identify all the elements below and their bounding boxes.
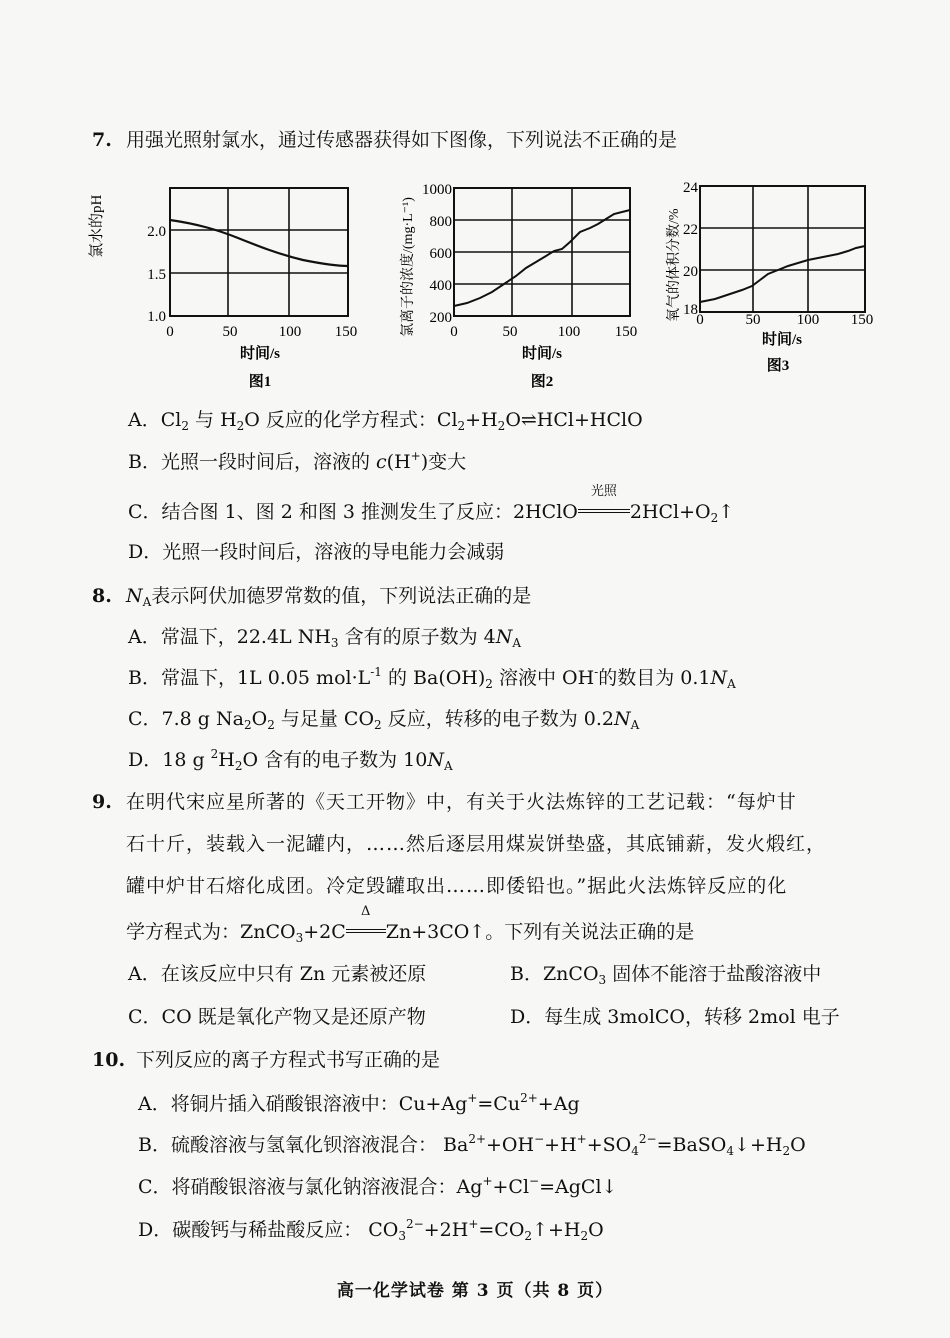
- option-text: H: [218, 749, 235, 771]
- fig3-ytick: 20: [683, 264, 698, 280]
- option-text: +Cl: [492, 1176, 530, 1198]
- option-label: C．: [128, 501, 162, 523]
- stem-text: +2C: [303, 921, 346, 943]
- subscript: 2: [710, 511, 719, 525]
- q9-line4: [126, 904, 695, 945]
- figure-2: [392, 172, 642, 398]
- fig3-xtick: 50: [745, 312, 761, 328]
- fig3-xtick: 0: [696, 312, 704, 328]
- fig1-ytick: 1.0: [147, 309, 166, 325]
- superscript: 2−: [638, 1132, 657, 1146]
- q7-option-b: [128, 450, 466, 474]
- fig2-ytick: 800: [429, 214, 452, 230]
- option-label: A．: [128, 626, 161, 648]
- subscript: A: [443, 759, 453, 773]
- q7-number: 7.: [92, 129, 112, 151]
- italic-symbol: N: [126, 585, 143, 607]
- reaction-condition: [578, 484, 630, 524]
- option-text: 7.8 g Na: [161, 708, 244, 730]
- fig2-ytick: 600: [429, 246, 452, 262]
- subscript: 3: [598, 973, 607, 987]
- fig3-xtick: 150: [850, 312, 874, 328]
- subscript: 2: [267, 718, 275, 732]
- option-text: =AgCl↓: [539, 1176, 618, 1198]
- q10-option-d: [138, 1218, 604, 1242]
- subscript: 2: [580, 1229, 589, 1243]
- option-text: O: [790, 1134, 806, 1156]
- italic-symbol: N: [427, 749, 444, 771]
- fig2-chart: [392, 172, 642, 394]
- subscript: 2: [181, 419, 189, 433]
- fig1-ytick: 1.5: [147, 267, 166, 283]
- fig3-ytick: 22: [683, 222, 698, 238]
- option-text: 在该反应中只有 Zn 元素被还原: [160, 963, 427, 985]
- option-text: 固体不能溶于盐酸溶液中: [606, 963, 822, 985]
- option-text: +OH: [486, 1134, 535, 1156]
- q8-option-b: [128, 666, 736, 690]
- option-text: +2H: [423, 1219, 469, 1241]
- superscript: −: [534, 1132, 545, 1146]
- fig1-chart: [89, 178, 368, 393]
- option-text: ↑+H: [532, 1219, 581, 1241]
- q10-option-a: [138, 1092, 580, 1116]
- option-text: 将硝酸银溶液与氯化钠溶液混合：Ag: [171, 1176, 483, 1198]
- q8-number: 8.: [92, 585, 112, 607]
- italic-symbol: c: [376, 451, 387, 473]
- option-text: +SO: [586, 1134, 632, 1156]
- fig2-caption: 图2: [530, 374, 554, 390]
- option-text: 的数目为 0.1: [598, 667, 711, 689]
- q10-stem: 下列反应的离子方程式书写正确的是: [136, 1049, 441, 1071]
- option-text: 光照一段时间后，溶液的: [160, 451, 377, 473]
- option-text: ZnCO: [542, 963, 599, 985]
- q10-option-c: [138, 1175, 617, 1199]
- fig1-xtick: 100: [278, 324, 302, 340]
- q8-option-c: [128, 707, 639, 731]
- fig2-ytick: 400: [429, 278, 452, 294]
- superscript: +: [410, 449, 421, 463]
- fig2-ytick: 1000: [422, 182, 452, 198]
- option-text: 的 Ba(OH): [381, 667, 486, 689]
- q7-option-c: [128, 484, 735, 525]
- subscript: 2: [524, 1229, 533, 1243]
- option-text: 含有的原子数为 4: [338, 626, 496, 648]
- subscript: 2: [782, 1144, 791, 1158]
- option-text: +Ag: [537, 1093, 580, 1115]
- superscript: +: [482, 1174, 493, 1188]
- fig1-xtick: 50: [222, 324, 238, 340]
- fig2-ylabel: 氯离子的浓度/(mg·L⁻¹): [401, 197, 416, 337]
- superscript: 2−: [406, 1217, 424, 1231]
- option-label: B．: [128, 667, 161, 689]
- subscript: 3: [398, 1229, 407, 1243]
- fig2-ytick: 200: [429, 310, 452, 326]
- option-label: A．: [128, 409, 161, 431]
- option-text: (H: [386, 451, 411, 473]
- page-footer: 高一化学试卷 第 3 页（共 8 页）: [336, 1281, 614, 1301]
- subscript: A: [512, 636, 521, 650]
- option-label: C．: [128, 1006, 162, 1028]
- option-text: 光照一段时间后，溶液的导电能力会减弱: [162, 541, 505, 563]
- q8-option-a: [128, 625, 521, 649]
- subscript: 4: [631, 1144, 639, 1158]
- superscript: +: [576, 1132, 587, 1146]
- option-label: B．: [128, 451, 161, 473]
- fig3-ylabel: 氧气的体积分数/%: [667, 208, 682, 322]
- fig3-ytick: 24: [683, 180, 698, 196]
- q9-option-a: [128, 962, 426, 986]
- option-label: C．: [128, 708, 162, 730]
- stem-text: 表示阿伏加德罗常数的值，下列说法正确的是: [151, 585, 532, 607]
- option-text: CO 既是氧化产物又是还原产物: [161, 1006, 426, 1028]
- subscript: A: [142, 595, 152, 609]
- option-text: 与 H: [189, 409, 237, 431]
- q7-option-a: [128, 408, 643, 432]
- subscript: 2: [236, 419, 245, 433]
- fig2-xtick: 50: [502, 324, 518, 340]
- q10-number: 10.: [92, 1049, 126, 1071]
- fig3-chart: [660, 172, 890, 377]
- superscript: +: [468, 1217, 479, 1231]
- superscript: 2+: [520, 1091, 538, 1105]
- q7-option-d: [128, 540, 504, 564]
- fig1-xlabel: 时间/s: [239, 346, 281, 362]
- fig2-xtick: 150: [614, 324, 638, 340]
- fig1-ylabel: 氯水的pH: [89, 194, 105, 258]
- option-text: =BaSO: [656, 1134, 727, 1156]
- option-text: 结合图 1、图 2 和图 3 推测发生了反应：2HClO: [161, 501, 578, 523]
- subscript: 2: [485, 677, 493, 691]
- option-text: O: [588, 1219, 604, 1241]
- fig3-caption: 图3: [766, 358, 790, 374]
- italic-symbol: N: [495, 626, 513, 648]
- fig3-xtick: 100: [796, 312, 820, 328]
- option-text: 反应，转移的电子数为 0.2: [381, 708, 614, 730]
- fig1-caption: 图1: [248, 374, 272, 390]
- stem-text: 学方程式为：ZnCO: [126, 921, 296, 943]
- q9-line2: 石十斤，装载入一泥罐内，……然后逐层用煤炭饼垫盛，其底铺薪，发火煅红，: [126, 833, 827, 855]
- option-text: 常温下，22.4L NH: [160, 626, 331, 648]
- fig3-xlabel: 时间/s: [761, 332, 803, 348]
- q9-option-d: [510, 1005, 840, 1029]
- superscript: 2: [210, 747, 219, 761]
- option-text: 将铜片插入硝酸银溶液中：Cu+Ag: [170, 1093, 468, 1115]
- fig1-line: [170, 220, 348, 266]
- reaction-condition: [346, 904, 386, 944]
- option-text: 常温下，1L 0.05 mol·L: [160, 667, 371, 689]
- option-text: ↓+H: [734, 1134, 783, 1156]
- option-text: O 反应的化学方程式：Cl: [244, 409, 458, 431]
- q9-line3: 罐中炉甘石熔化成团。冷定毁罐取出……即倭铅也。”据此火法炼锌反应的化: [126, 875, 788, 897]
- subscript: 2: [457, 419, 466, 433]
- option-text: O: [251, 708, 268, 730]
- q9-option-c: [128, 1005, 426, 1029]
- fig2-xtick: 100: [557, 324, 581, 340]
- option-text: 18 g: [162, 749, 211, 771]
- superscript: +: [467, 1091, 478, 1105]
- option-text: 碳酸钙与稀盐酸反应： CO: [172, 1219, 399, 1241]
- option-label: A．: [128, 963, 161, 985]
- fig2-xlabel: 时间/s: [521, 346, 563, 362]
- option-text: 与足量 CO: [274, 708, 375, 730]
- subscript: 2: [497, 419, 506, 433]
- subscript: 3: [330, 636, 339, 650]
- option-text: )变大: [420, 451, 467, 473]
- option-text: Cl: [160, 409, 182, 431]
- fig1-xtick: 0: [166, 324, 174, 340]
- option-text: +H: [465, 409, 498, 431]
- option-text: +H: [544, 1134, 577, 1156]
- option-label: B．: [510, 963, 543, 985]
- option-text: 每生成 3molCO，转移 2mol 电子: [544, 1006, 840, 1028]
- option-text: 溶液中 OH: [492, 667, 595, 689]
- q8-stem: [126, 584, 531, 608]
- fig2-xtick: 0: [450, 324, 458, 340]
- option-text: O⇌HCl+HClO: [505, 409, 643, 431]
- option-text: =CO: [478, 1219, 525, 1241]
- q9-option-b: [510, 962, 821, 986]
- option-text: ↑: [718, 501, 735, 523]
- figure-3: [660, 172, 890, 381]
- fig1-ytick: 2.0: [147, 224, 166, 240]
- superscript: -: [594, 665, 599, 679]
- subscript: A: [727, 677, 736, 691]
- italic-symbol: N: [710, 667, 728, 689]
- subscript: 3: [295, 931, 304, 945]
- q9-line1: 在明代宋应星所著的《天工开物》中，有关于火法炼锌的工艺记载：“每炉甘: [126, 791, 797, 813]
- option-label: B．: [138, 1134, 171, 1156]
- superscript: -1: [370, 665, 382, 679]
- option-label: A．: [138, 1093, 171, 1115]
- fig1-xtick: 150: [334, 324, 358, 340]
- fig2-line: [454, 210, 630, 306]
- option-text: =Cu: [477, 1093, 521, 1115]
- option-label: D．: [128, 749, 163, 771]
- condition-text: Δ: [361, 904, 371, 919]
- fig3-ytick: 18: [683, 302, 698, 318]
- superscript: −: [529, 1174, 540, 1188]
- subscript: 2: [374, 718, 382, 732]
- superscript: 2+: [468, 1132, 487, 1146]
- option-label: C．: [138, 1176, 172, 1198]
- subscript: 2: [243, 718, 252, 732]
- italic-symbol: N: [613, 708, 631, 730]
- figure-1: [89, 178, 368, 397]
- condition-text: 光照: [590, 484, 617, 499]
- option-text: O 含有的电子数为 10: [242, 749, 428, 771]
- q7-stem: 用强光照射氯水，通过传感器获得如下图像，下列说法不正确的是: [126, 129, 678, 151]
- subscript: A: [630, 718, 640, 732]
- q9-number: 9.: [92, 791, 112, 813]
- option-label: D．: [128, 541, 163, 563]
- option-label: D．: [510, 1006, 545, 1028]
- option-label: D．: [138, 1219, 173, 1241]
- subscript: 2: [234, 759, 243, 773]
- stem-text: Zn+3CO↑。下列有关说法正确的是: [385, 921, 695, 943]
- q10-option-b: [138, 1133, 806, 1157]
- option-text: 2HCl+O: [629, 501, 711, 523]
- fig3-line: [700, 246, 865, 302]
- subscript: 4: [726, 1144, 735, 1158]
- q8-option-d: [128, 748, 453, 772]
- option-text: 硫酸溶液与氢氧化钡溶液混合： Ba: [170, 1134, 469, 1156]
